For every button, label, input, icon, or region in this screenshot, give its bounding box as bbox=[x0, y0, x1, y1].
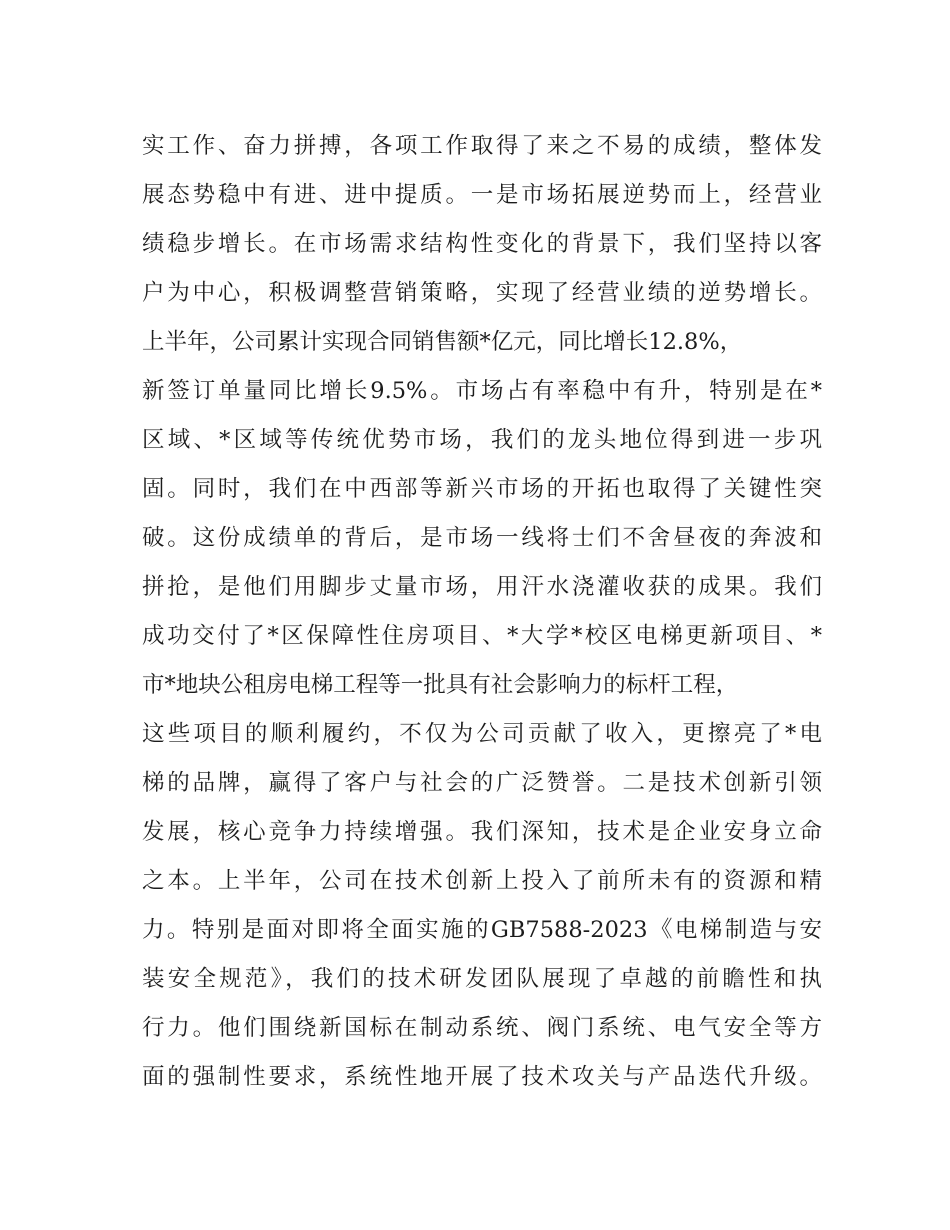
text-line: 这些项目的顺利履约，不仅为公司贡献了收入，更擦亮了*电 bbox=[142, 721, 822, 747]
text-line: 展态势稳中有进、进中提质。一是市场拓展逆势而上，经营业 bbox=[142, 182, 822, 208]
text-line: 拼抢，是他们用脚步丈量市场，用汗水浇灌收获的成果。我们 bbox=[142, 574, 822, 600]
text-line: 面的强制性要求，系统性地开展了技术攻关与产品迭代升级。 bbox=[142, 1064, 822, 1090]
text-line: 成功交付了*区保障性住房项目、*大学*校区电梯更新项目、* bbox=[142, 623, 822, 649]
text-line: 市*地块公租房电梯工程等一批具有社会影响力的标杆工程， bbox=[142, 672, 739, 698]
text-line: 梯的品牌，赢得了客户与社会的广泛赞誉。二是技术创新引领 bbox=[142, 770, 822, 796]
text-line: 固。同时，我们在中西部等新兴市场的开拓也取得了关键性突 bbox=[142, 476, 822, 502]
text-line: 户为中心，积极调整营销策略，实现了经营业绩的逆势增长。 bbox=[142, 280, 822, 306]
body-paragraph bbox=[142, 122, 822, 1102]
text-line: 实工作、奋力拼搏，各项工作取得了来之不易的成绩，整体发 bbox=[142, 133, 822, 159]
text-line: 力。特别是面对即将全面实施的GB7588-2023《电梯制造与安 bbox=[142, 917, 822, 943]
text-line: 上半年，公司累计实现合同销售额*亿元，同比增长12.8%， bbox=[142, 329, 743, 355]
text-line: 新签订单量同比增长9.5%。市场占有率稳中有升，特别是在* bbox=[142, 378, 822, 404]
text-line: 绩稳步增长。在市场需求结构性变化的背景下，我们坚持以客 bbox=[142, 231, 822, 257]
text-line: 区域、*区域等传统优势市场，我们的龙头地位得到进一步巩 bbox=[142, 427, 822, 453]
text-line: 行力。他们围绕新国标在制动系统、阀门系统、电气安全等方 bbox=[142, 1015, 822, 1041]
text-line: 破。这份成绩单的背后，是市场一线将士们不舍昼夜的奔波和 bbox=[142, 525, 822, 551]
text-line: 装安全规范》，我们的技术研发团队展现了卓越的前瞻性和执 bbox=[142, 966, 822, 992]
text-line: 之本。上半年，公司在技术创新上投入了前所未有的资源和精 bbox=[142, 868, 822, 894]
text-line: 发展，核心竞争力持续增强。我们深知，技术是企业安身立命 bbox=[142, 819, 822, 845]
